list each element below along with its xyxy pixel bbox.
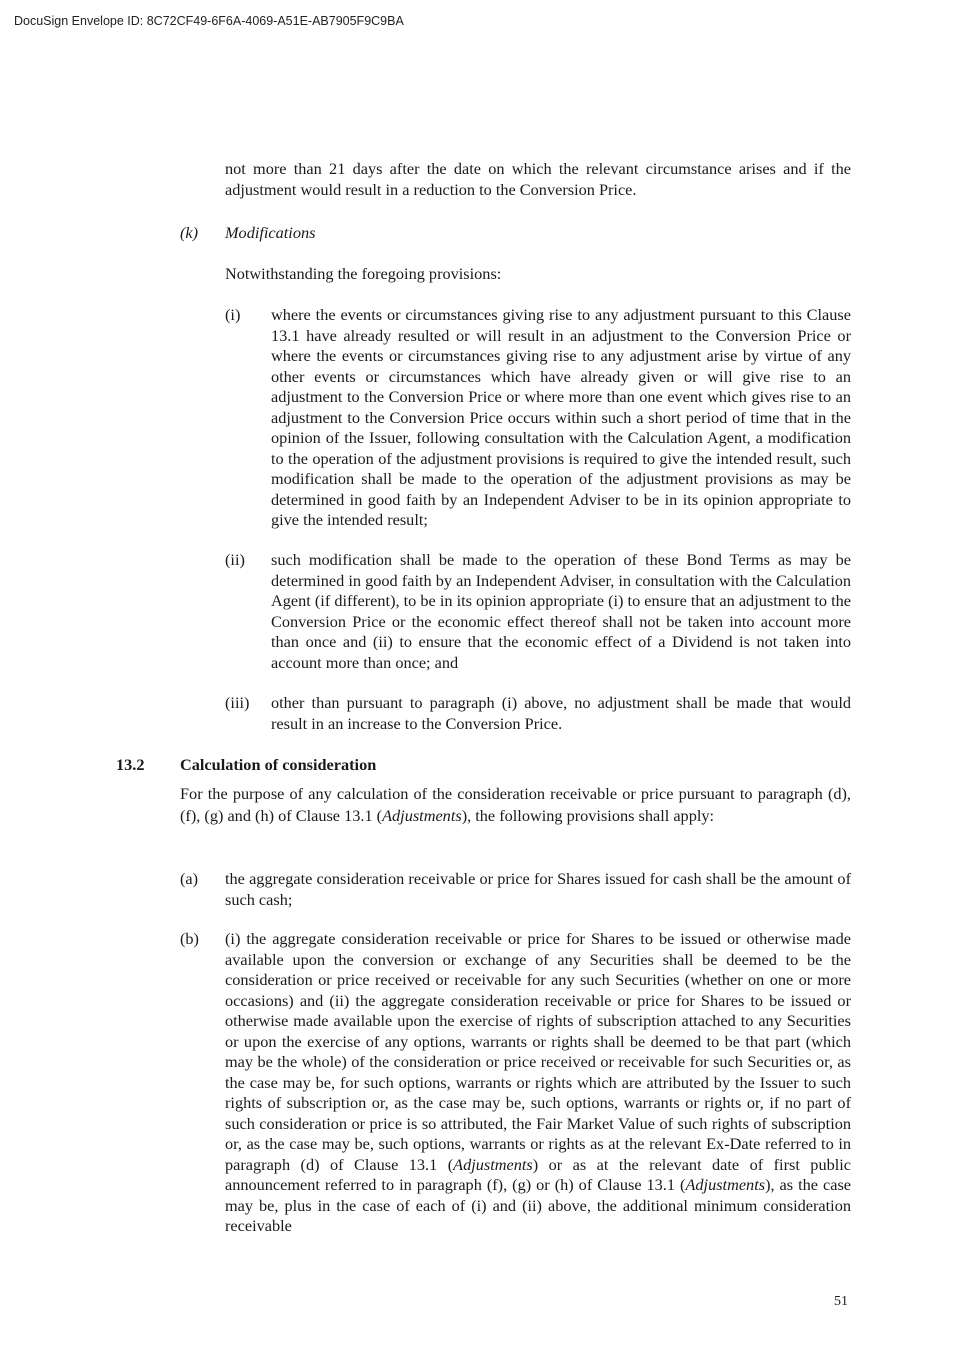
section-title: Calculation of consideration bbox=[180, 755, 377, 774]
item-iii-text: other than pursuant to paragraph (i) above, no adjustment shall be made that would result in an increase to the Conversion Price. bbox=[271, 693, 851, 733]
page-number: 51 bbox=[834, 1294, 848, 1309]
section-intro: For the purpose of any calculation of the consideration receivable or price pursuant to paragraph (d), (f), (g) and (h) of Clause 13.1 (Adjustments), the following provisions shall apply: bbox=[180, 784, 851, 825]
continuation-paragraph: not more than 21 days after the date on which the relevant circumstance arises and if the adjustment would result in a reduction to the Conversion Price. bbox=[225, 159, 851, 199]
item-a-number: (a) bbox=[180, 869, 199, 888]
clause-k-lead: Notwithstanding the foregoing provisions: bbox=[225, 264, 502, 283]
clause-k-heading: Modifications bbox=[225, 223, 316, 242]
item-b-text: (i) the aggregate consideration receivable or price for Shares to be issued or otherwise made available upon the conversion or exchange of any Securities shall be deemed to be the consideration or price received or receivable for any such Securities (whether on one or more occasions) and (ii) the aggregate consideration receivable or price for Shares to be issued or otherwise made available upon the exercise of rights of subscription attached to any Securities or upon the exercise of any options, warrants or rights shall be deemed to be that part (which may be the whole) of the consideration or price received or receivable for such Securities or, as the case may be, for such options, warrants or rights which are attributed by the Issuer to such rights of subscription or, as the case may be, such options, warrants or rights or, if no part of such consideration or price is so attributed, the Fair Market Value of such rights of subscription or, as the case may be, such options, warrants or rights as at the relevant Ex-Date referred to in paragraph (d) of Clause 13.1 (Adjustments) or as at the relevant date of first public announcement referred to in paragraph (f), (g) or (h) of Clause 13.1 (Adjustments), as the case may be, plus in the case of each of (i) and (ii) above, the additional minimum consideration receivable bbox=[225, 929, 852, 1235]
item-a-text: the aggregate consideration receivable or price for Shares issued for cash shall be the amount of such cash; bbox=[225, 869, 851, 909]
item-b-number: (b) bbox=[180, 929, 199, 948]
item-i-number: (i) bbox=[225, 305, 241, 324]
item-ii-number: (ii) bbox=[225, 550, 245, 569]
section-number: 13.2 bbox=[116, 755, 145, 774]
clause-k-label: (k) bbox=[180, 223, 199, 242]
docusign-envelope-id: DocuSign Envelope ID: 8C72CF49-6F6A-4069-A51E-AB7905F9C9BA bbox=[14, 14, 404, 28]
item-iii-number: (iii) bbox=[225, 693, 250, 712]
item-ii-text: such modification shall be made to the operation of these Bond Terms as may be determined in good faith by an Independent Adviser, in consultation with the Calculation Agent (if different), to be in its opinion appropriate (i) to ensure that an adjustment to the Conversion Price or the economic effect thereof shall not be taken into account more than once and (ii) to ensure that the economic effect of a Dividend is not taken into account more than once; and bbox=[271, 550, 851, 672]
item-i-text: where the events or circumstances giving rise to any adjustment pursuant to this Clause 13.1 have already resulted or will result in an adjustment to the Conversion Price or where the events or circumstances giving rise to any adjustment arise by virtue of any other events or circumstances which have already given or will give rise to an adjustment to the Conversion Price or where more than one event which gives rise to an adjustment to the Conversion Price occurs within such a short period of time that in the opinion of the Issuer, following consultation with the Calculation Agent, a modification to the operation of the adjustment provisions is required to give the intended result, such modification shall be made to the operation of the adjustment provisions as may be determined in good faith by an Independent Adviser to be in its opinion appropriate to give the intended result; bbox=[271, 305, 851, 529]
